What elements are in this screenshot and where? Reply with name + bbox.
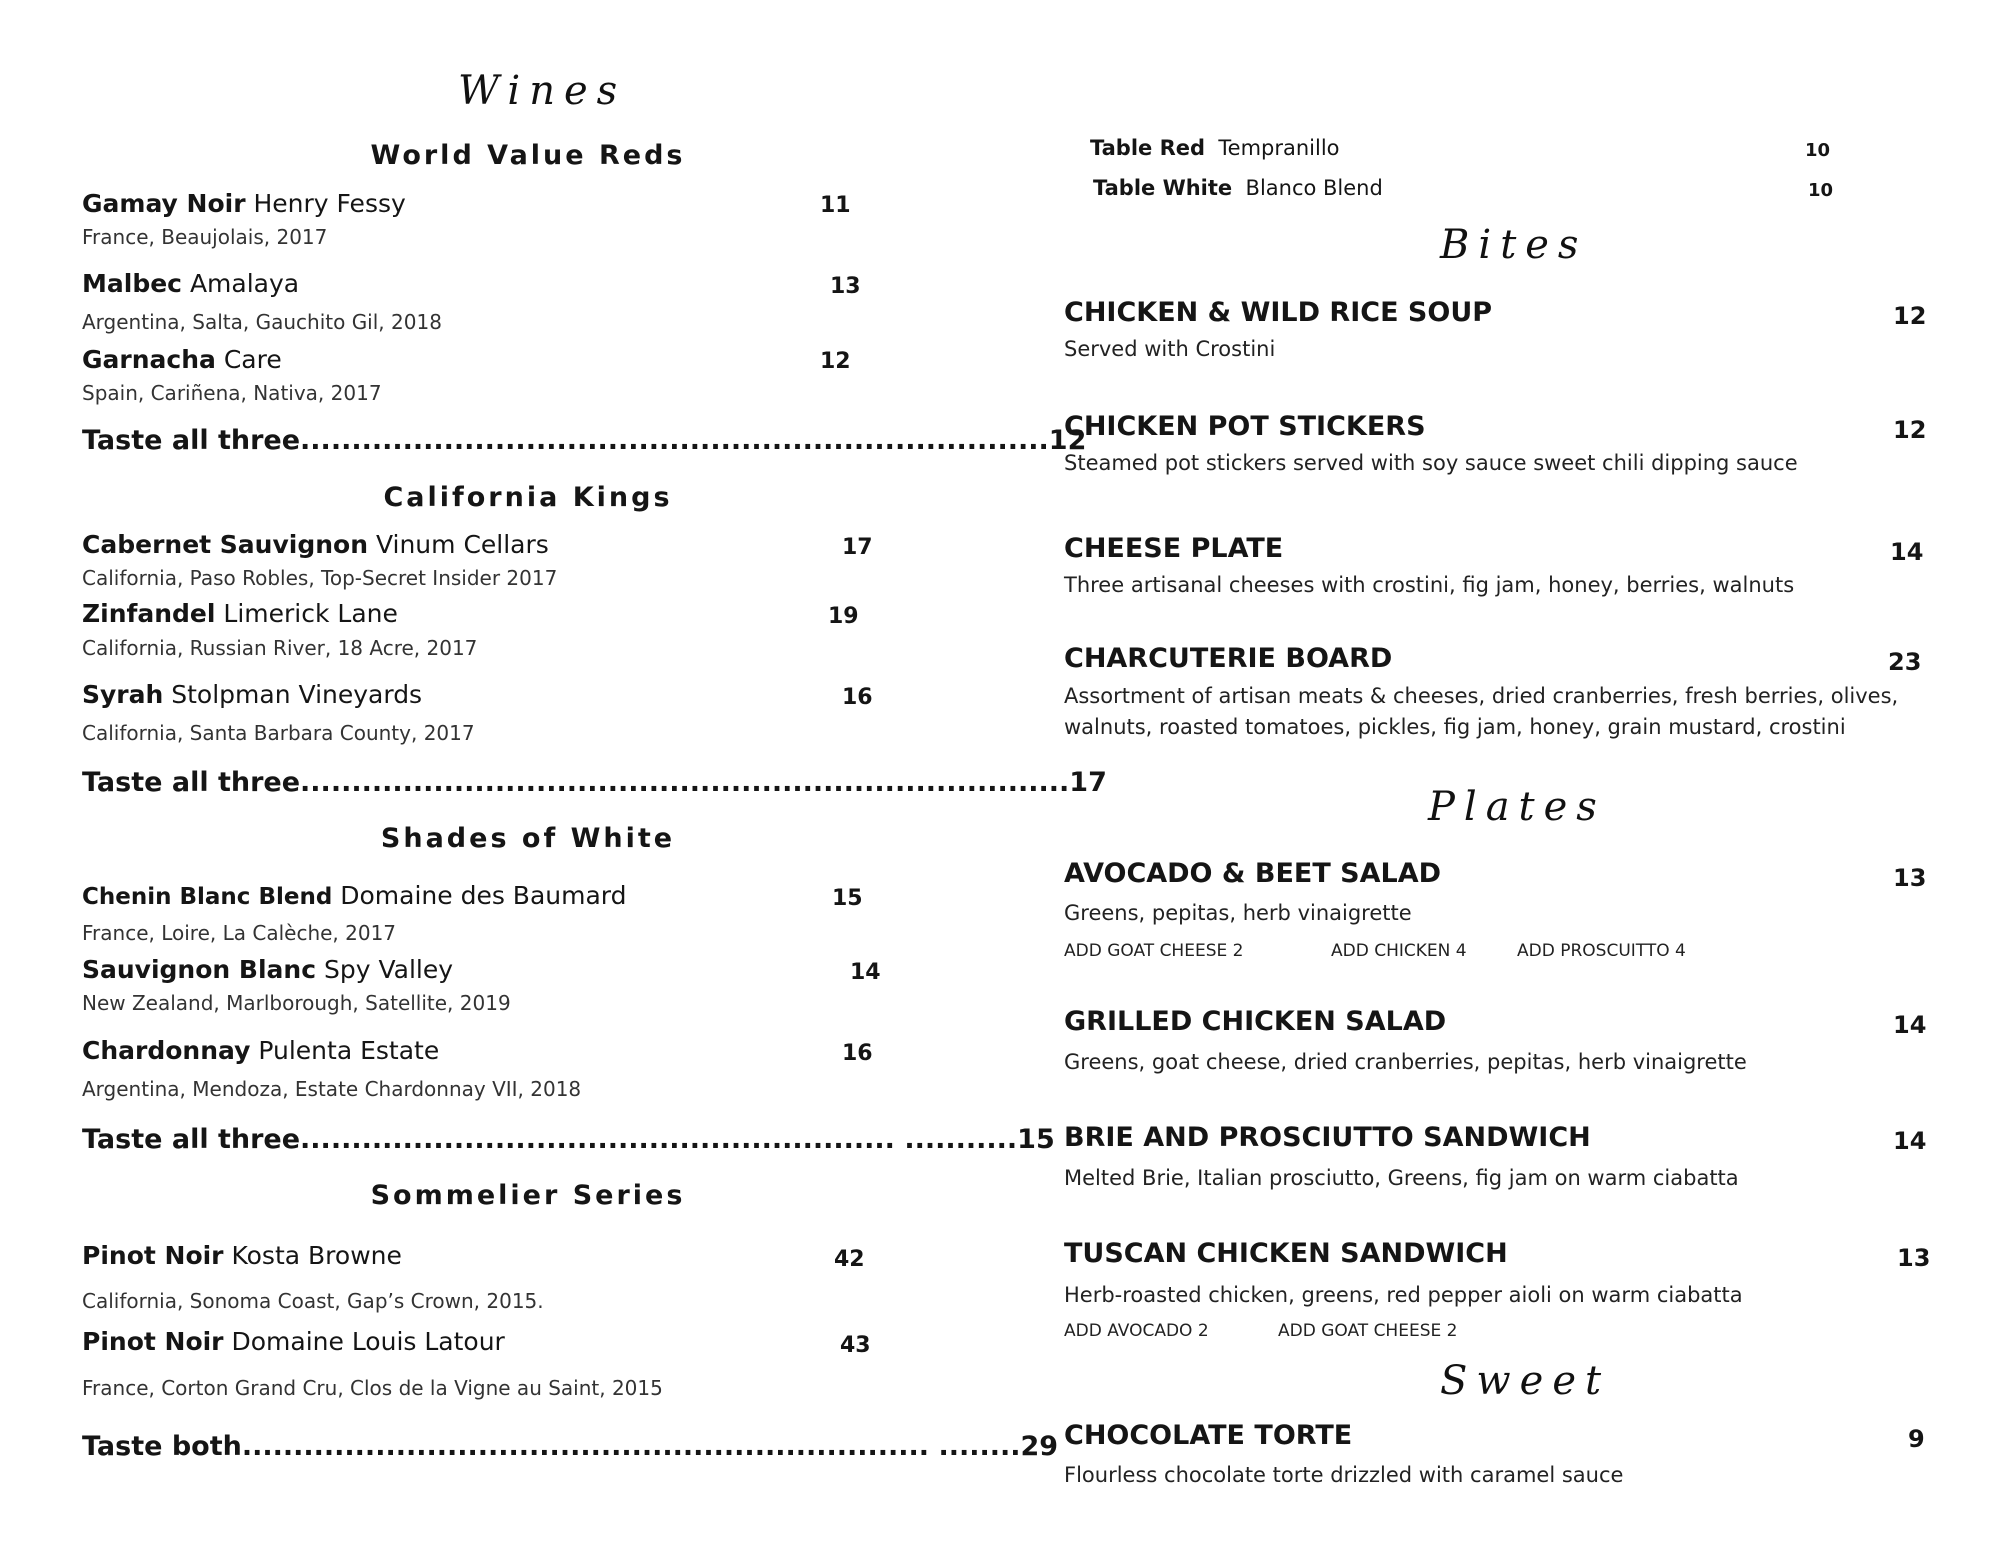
bites-heading: Bites	[1440, 222, 1588, 268]
wine-item	[82, 955, 453, 984]
menu-item-price: 12	[1893, 302, 1927, 330]
menu-item-desc: Flourless chocolate torte drizzled with caramel sauce	[1064, 1463, 1624, 1487]
wine-varietal: Garnacha	[82, 345, 216, 374]
menu-item-desc: Assortment of artisan meats & cheeses, dried cranberries, fresh berries, olives,	[1064, 684, 1899, 708]
plates-heading: Plates	[1428, 784, 1606, 830]
wine-varietal: Chenin Blanc Blend	[82, 884, 333, 910]
menu-item-price: 14	[1890, 538, 1924, 566]
wine-origin: France, Beaujolais, 2017	[82, 225, 328, 249]
wine-price: 12	[820, 349, 851, 374]
wine-price: 14	[850, 960, 881, 985]
table-wine-name: Tempranillo	[1218, 136, 1340, 160]
menu-item-name: TUSCAN CHICKEN SANDWICH	[1064, 1238, 1508, 1269]
table-wine-label: Table White	[1093, 176, 1233, 200]
wine-origin: Argentina, Mendoza, Estate Chardonnay VII, 2018	[82, 1077, 582, 1101]
wine-item	[82, 599, 398, 628]
menu-item-price: 14	[1893, 1011, 1927, 1039]
wine-origin: France, Loire, La Calèche, 2017	[82, 921, 397, 945]
menu-item-desc: Melted Brie, Italian prosciutto, Greens, fig jam on warm ciabatta	[1064, 1166, 1739, 1190]
menu-item-desc: Herb-roasted chicken, greens, red pepper aioli on warm ciabatta	[1064, 1283, 1743, 1307]
wine-item	[82, 1327, 505, 1356]
menu-item-name: CHOCOLATE TORTE	[1064, 1420, 1353, 1451]
table-wine-price: 10	[1808, 180, 1834, 201]
wine-price: 17	[842, 535, 873, 560]
menu-item-desc: Steamed pot stickers served with soy sauce sweet chili dipping sauce	[1064, 451, 1798, 475]
wine-item	[82, 189, 406, 218]
wine-price: 13	[830, 274, 861, 299]
flight-price: Taste all three.........................................................................12	[82, 425, 1087, 456]
wine-producer: Vinum Cellars	[375, 530, 549, 559]
table-wine-white	[1093, 176, 1383, 200]
wine-producer: Kosta Browne	[231, 1241, 402, 1270]
wine-varietal: Pinot Noir	[82, 1241, 224, 1270]
table-wine-name: Blanco Blend	[1245, 176, 1383, 200]
wine-producer: Spy Valley	[323, 955, 454, 984]
menu-item-desc: Three artisanal cheeses with crostini, fig jam, honey, berries, walnuts	[1064, 573, 1795, 597]
wine-producer: Limerick Lane	[223, 599, 398, 628]
section-title-california-kings: California Kings	[383, 482, 673, 513]
wine-origin: France, Corton Grand Cru, Clos de la Vigne au Saint, 2015	[82, 1376, 663, 1400]
wine-varietal: Pinot Noir	[82, 1327, 224, 1356]
menu-item-price: 23	[1888, 648, 1922, 676]
sweet-heading: Sweet	[1440, 1358, 1611, 1404]
wine-producer: Henry Fessy	[253, 189, 406, 218]
wine-producer: Care	[223, 345, 282, 374]
section-title-shades-of-white: Shades of White	[380, 823, 676, 854]
wine-origin: Spain, Cariñena, Nativa, 2017	[82, 381, 382, 405]
menu-item-price: 12	[1893, 416, 1927, 444]
wine-item	[82, 1036, 439, 1065]
section-title-sommelier-series: Sommelier Series	[370, 1180, 686, 1211]
wine-origin: New Zealand, Marlborough, Satellite, 2019	[82, 991, 511, 1015]
addon-option: ADD CHICKEN 4	[1331, 941, 1467, 961]
wine-origin: California, Santa Barbara County, 2017	[82, 721, 475, 745]
table-wine-price: 10	[1805, 140, 1831, 161]
wine-item	[82, 530, 549, 559]
menu-item-desc: Greens, pepitas, herb vinaigrette	[1064, 901, 1412, 925]
wine-producer: Pulenta Estate	[258, 1036, 440, 1065]
menu-item-price: 9	[1908, 1425, 1925, 1453]
wine-producer: Stolpman Vineyards	[171, 680, 423, 709]
wine-origin: California, Russian River, 18 Acre, 2017	[82, 636, 478, 660]
menu-item-name: AVOCADO & BEET SALAD	[1064, 858, 1441, 889]
wine-producer: Domaine des Baumard	[340, 881, 627, 910]
menu-item-name: BRIE AND PROSCIUTTO SANDWICH	[1064, 1122, 1591, 1153]
wine-price: 11	[820, 193, 851, 218]
flight-price: Taste both................................................................... ........29	[82, 1431, 1059, 1462]
menu-item-price: 13	[1893, 864, 1927, 892]
wine-varietal: Malbec	[82, 269, 182, 298]
wine-price: 43	[840, 1333, 871, 1358]
wine-price: 19	[828, 604, 859, 629]
wine-varietal: Cabernet Sauvignon	[82, 530, 369, 559]
menu-item-name: CHARCUTERIE BOARD	[1064, 643, 1393, 674]
addon-option: ADD AVOCADO 2	[1064, 1321, 1209, 1341]
wine-price: 42	[834, 1247, 865, 1272]
menu-item-name: CHICKEN & WILD RICE SOUP	[1064, 297, 1493, 328]
wine-item	[82, 269, 299, 298]
addon-option: ADD GOAT CHEESE 2	[1278, 1321, 1458, 1341]
flight-price: Taste all three...........................................................................17	[82, 767, 1107, 798]
menu-item-name: GRILLED CHICKEN SALAD	[1064, 1006, 1447, 1037]
addon-option: ADD GOAT CHEESE 2	[1064, 941, 1244, 961]
flight-price: Taste all three.......................................................... ...........15	[82, 1124, 1055, 1155]
wine-item	[82, 881, 627, 910]
wine-price: 15	[832, 886, 863, 911]
table-wine-red	[1090, 136, 1340, 160]
menu-item-name: CHICKEN POT STICKERS	[1064, 411, 1426, 442]
wines-heading: Wines	[458, 68, 627, 114]
menu-item-desc: Greens, goat cheese, dried cranberries, pepitas, herb vinaigrette	[1064, 1050, 1747, 1074]
wine-varietal: Gamay Noir	[82, 189, 246, 218]
menu-item-price: 14	[1893, 1127, 1927, 1155]
wine-origin: California, Sonoma Coast, Gap’s Crown, 2015.	[82, 1289, 544, 1313]
menu-item-price: 13	[1897, 1244, 1931, 1272]
wine-varietal: Sauvignon Blanc	[82, 955, 317, 984]
wine-origin: Argentina, Salta, Gauchito Gil, 2018	[82, 310, 442, 334]
addon-option: ADD PROSCUITTO 4	[1517, 941, 1686, 961]
wine-item	[82, 680, 422, 709]
menu-item-desc-line2: walnuts, roasted tomatoes, pickles, fig jam, honey, grain mustard, crostini	[1064, 715, 1846, 739]
menu-item-desc: Served with Crostini	[1064, 337, 1276, 361]
wine-price: 16	[842, 1041, 873, 1066]
table-wine-label: Table Red	[1090, 136, 1206, 160]
wine-origin: California, Paso Robles, Top-Secret Insider 2017	[82, 566, 558, 590]
section-title-world-value-reds: World Value Reds	[370, 140, 686, 171]
wine-varietal: Syrah	[82, 680, 164, 709]
wine-varietal: Zinfandel	[82, 599, 216, 628]
wine-producer: Domaine Louis Latour	[231, 1327, 505, 1356]
wine-price: 16	[842, 685, 873, 710]
wine-producer: Amalaya	[189, 269, 300, 298]
wine-varietal: Chardonnay	[82, 1036, 251, 1065]
menu-item-name: CHEESE PLATE	[1064, 533, 1284, 564]
wine-item	[82, 1241, 402, 1270]
wine-item	[82, 345, 282, 374]
